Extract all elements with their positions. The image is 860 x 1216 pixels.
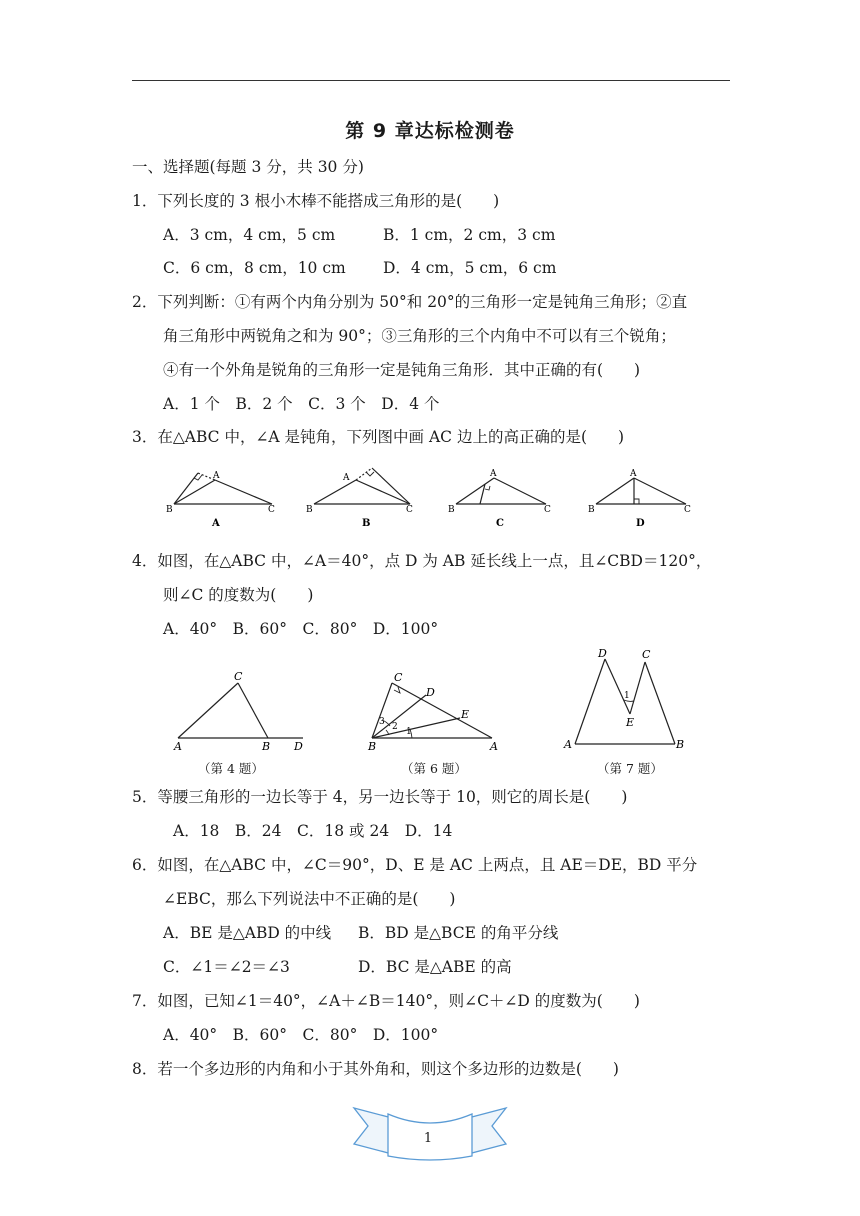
q2-line-1: 2．下列判断：①有两个内角分别为 50°和 20°的三角形一定是钝角三角形；②直 [132,293,688,311]
q3c-label-c: C [544,505,551,515]
figure-q7-caption: （第 7 题） [597,761,663,776]
page-title: 第 9 章达标检测卷 [345,120,515,142]
f7-label-c: C [642,648,651,661]
header-rule [132,80,730,81]
q3b-label-a: A [343,473,350,483]
q3-figure-c [456,478,546,504]
q5-options: A．18 B．24 C．18 或 24 D．14 [173,822,453,840]
q6-option-b: B．BD 是△BCE 的角平分线 [358,924,559,942]
q6-option-c: C．∠1＝∠2＝∠3 [163,958,290,976]
f6-angle-2: 2 [392,722,398,732]
f4-label-a: A [174,740,182,753]
q1-option-c: C．6 cm，8 cm，10 cm [163,259,346,277]
q3-figure-d [596,478,686,504]
f6-label-b: B [368,740,377,753]
q2-options: A．1 个 B．2 个 C．3 个 D．4 个 [163,395,440,413]
figure-q4-caption: （第 4 题） [198,761,264,776]
q3a-label-b: B [166,505,173,515]
figure-q7 [560,644,700,754]
f7-label-e: E [626,716,635,729]
page-number: 1 [423,1131,433,1146]
q3b-label-b: B [306,505,313,515]
q3d-label-b: B [588,505,595,515]
q4-line-1: 4．如图，在△ABC 中，∠A＝40°，点 D 为 AB 延长线上一点，且∠CBD＝120°， [132,552,712,570]
f6-label-e: E [461,708,470,721]
q6-option-a: A．BE 是△ABD 的中线 [163,924,332,942]
figure-q6-caption: （第 6 题） [401,761,467,776]
q4-line-2: 则∠C 的度数为( ) [163,586,314,604]
q3d-label-c: C [684,505,691,515]
q6-line-2: ∠EBC，那么下列说法中不正确的是( ) [163,890,456,908]
f6-label-d: D [426,686,435,699]
f4-label-c: C [234,670,243,683]
f6-label-a: A [490,740,498,753]
f4-label-b: B [262,740,271,753]
q3a-label-c: C [268,505,275,515]
q7-options: A．40° B．60° C．80° D．100° [163,1026,439,1044]
q2-line-3: ④有一个外角是锐角的三角形一定是钝角三角形．其中正确的有( ) [163,361,641,379]
figure-q6 [362,668,510,754]
q1-option-d: D．4 cm，5 cm，6 cm [383,259,557,277]
q6-option-d: D．BC 是△ABE 的高 [358,958,512,976]
q3c-caption: C [496,518,504,529]
f7-label-a: A [564,738,572,751]
q7-stem: 7．如图，已知∠1＝40°，∠A＋∠B＝140°，则∠C＋∠D 的度数为( ) [132,992,640,1010]
q5-stem: 5．等腰三角形的一边长等于 4，另一边长等于 10，则它的周长是( ) [132,788,628,806]
q1-option-a: A．3 cm，4 cm，5 cm [163,226,336,244]
q6-line-1: 6．如图，在△ABC 中，∠C＝90°，D、E 是 AC 上两点，且 AE＝DE，BD 平分 [132,856,698,874]
q3-stem: 3．在△ABC 中，∠A 是钝角，下列图中画 AC 边上的高正确的是( ) [132,428,625,446]
q3-figure-b [314,468,410,504]
q3c-label-b: B [448,505,455,515]
figure-q4 [168,668,316,754]
q3d-label-a: A [630,469,637,479]
q4-options: A．40° B．60° C．80° D．100° [163,620,439,638]
f6-angle-3: 3 [379,717,385,727]
f6-angle-1: 1 [406,727,412,737]
section-heading: 一、选择题(每题 3 分，共 30 分) [132,158,364,176]
q3-figure-a [174,473,272,504]
q3c-label-a: A [490,469,497,479]
f6-label-c: C [394,671,403,684]
q3a-caption: A [212,518,220,529]
q2-line-2: 角三角形中两锐角之和为 90°；③三角形的三个内角中不可以有三个锐角； [163,327,676,345]
q3a-label-a: A [213,471,220,481]
f7-label-d: D [598,647,607,660]
f7-angle-1: 1 [624,691,630,701]
q3b-label-c: C [406,505,413,515]
q1-stem: 1．下列长度的 3 根小木棒不能搭成三角形的是( ) [132,192,500,210]
f7-label-b: B [676,738,685,751]
q3-figures [160,460,720,532]
q1-option-b: B．1 cm，2 cm，3 cm [383,226,556,244]
q3b-caption: B [362,518,371,529]
q8-stem: 8．若一个多边形的内角和小于其外角和，则这个多边形的边数是( ) [132,1060,619,1078]
q3d-caption: D [636,518,645,529]
f4-label-d: D [294,740,303,753]
